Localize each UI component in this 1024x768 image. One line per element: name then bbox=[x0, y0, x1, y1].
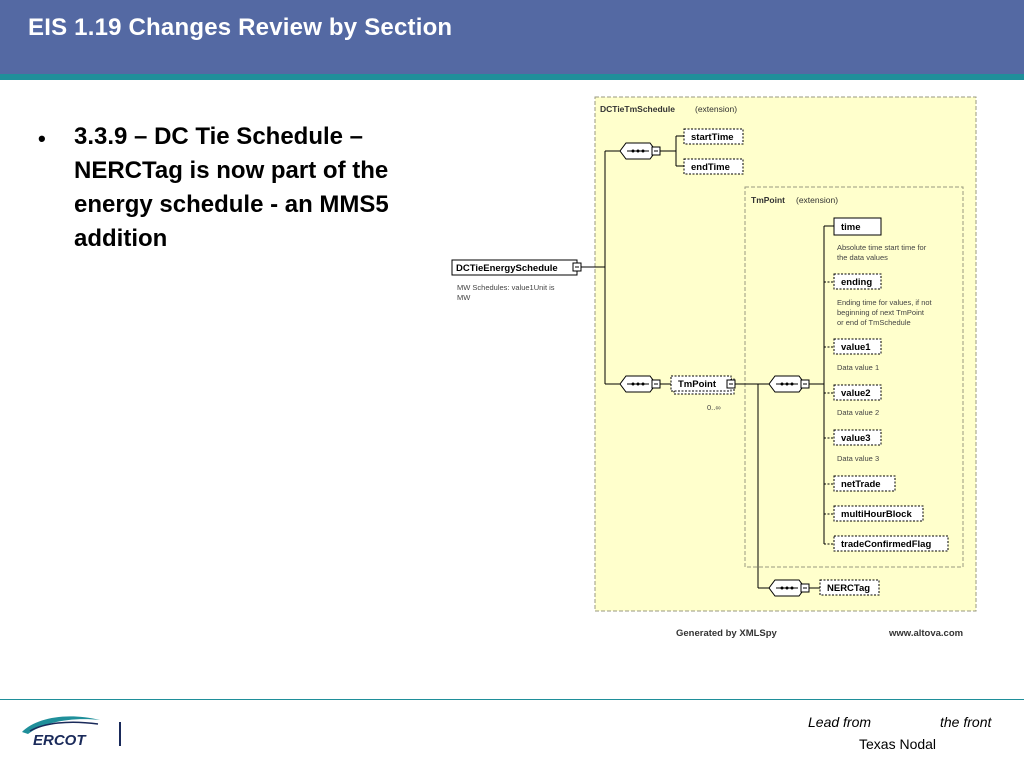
schema-diagram bbox=[440, 90, 985, 650]
value2-desc: Data value 2 bbox=[837, 408, 880, 417]
tmpoint-occurs: 0..∞ bbox=[707, 403, 721, 412]
tmpoint-label: TmPoint bbox=[678, 379, 716, 390]
time-label: time bbox=[841, 222, 861, 233]
sequence-icon bbox=[620, 376, 656, 392]
outer-title: DCTieTmSchedule bbox=[600, 104, 675, 114]
bullet-text: 3.3.9 – DC Tie Schedule – NERCTag is now part of the energy schedule - an MMS5 addition bbox=[74, 123, 389, 252]
sequence-icon bbox=[769, 376, 805, 392]
value3-label: value3 bbox=[841, 433, 871, 444]
ending-desc-line1: Ending time for values, if not bbox=[837, 298, 932, 307]
tagline-right: the front bbox=[940, 714, 992, 730]
bullet-marker: • bbox=[38, 126, 46, 151]
outer-note: (extension) bbox=[695, 104, 738, 114]
ercot-logo bbox=[20, 712, 104, 748]
nettrade-label: netTrade bbox=[841, 479, 881, 490]
ending-label: ending bbox=[841, 277, 873, 288]
value2-label: value2 bbox=[841, 388, 871, 399]
tagline-left: Lead from bbox=[808, 714, 872, 730]
slide-title: EIS 1.19 Changes Review by Section bbox=[28, 14, 453, 41]
inner-note: (extension) bbox=[796, 195, 839, 205]
ending-desc-line3: or end of TmSchedule bbox=[837, 318, 911, 327]
sequence-icon bbox=[769, 580, 805, 596]
svg-text:ERCOT: ERCOT bbox=[33, 732, 86, 748]
time-desc-line2: the data values bbox=[837, 253, 888, 262]
footer-subtitle: Texas Nodal bbox=[859, 736, 937, 752]
time-desc-line1: Absolute time start time for bbox=[837, 243, 927, 252]
footer-divider bbox=[119, 722, 121, 746]
value1-label: value1 bbox=[841, 342, 871, 353]
sequence-icon bbox=[620, 143, 656, 159]
endtime-label: endTime bbox=[691, 162, 730, 173]
multihourblock-label: multiHourBlock bbox=[841, 509, 912, 520]
value3-desc: Data value 3 bbox=[837, 454, 880, 463]
root-element-label: DCTieEnergySchedule bbox=[456, 263, 558, 274]
root-desc-line2: MW bbox=[457, 293, 471, 302]
header-stripe bbox=[0, 74, 1024, 80]
altova-link: www.altova.com bbox=[889, 628, 964, 639]
footer-rule bbox=[0, 699, 1024, 700]
header-bar bbox=[0, 0, 1024, 74]
inner-title: TmPoint bbox=[751, 195, 785, 205]
generated-by-label: Generated by XMLSpy bbox=[676, 628, 777, 639]
value1-desc: Data value 1 bbox=[837, 363, 880, 372]
root-desc-line1: MW Schedules: value1Unit is bbox=[457, 283, 555, 292]
starttime-label: startTime bbox=[691, 132, 734, 143]
tradeconfirmedflag-label: tradeConfirmedFlag bbox=[841, 539, 932, 550]
ending-desc-line2: beginning of next TmPoint bbox=[837, 308, 925, 317]
nerctag-label: NERCTag bbox=[827, 583, 871, 594]
